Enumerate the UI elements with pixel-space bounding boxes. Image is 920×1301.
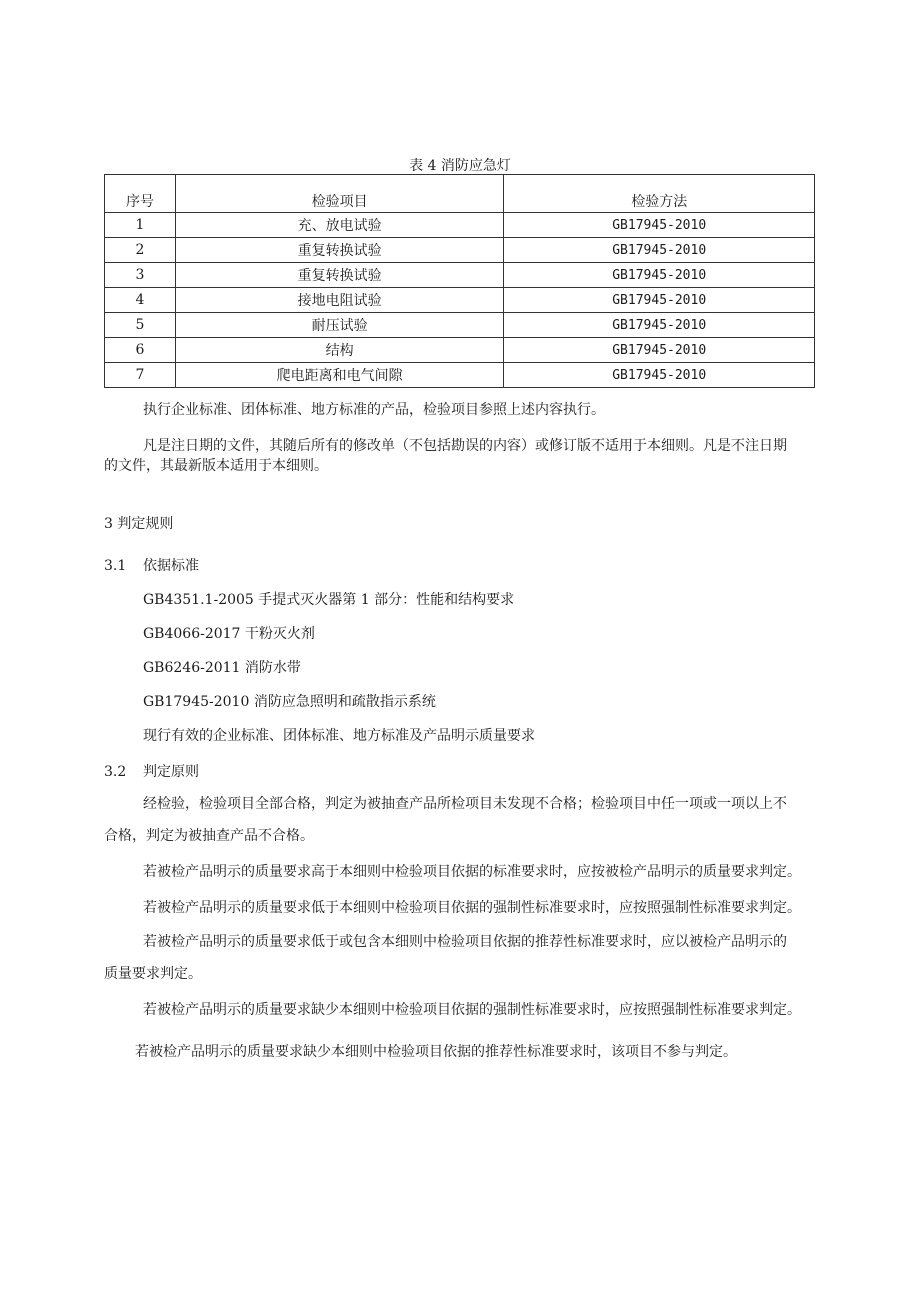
cell-serial: 4 <box>105 288 176 313</box>
standard-item: GB6246-2011 消防水带 <box>143 660 301 676</box>
table-row <box>105 338 815 363</box>
section-3-title: 3 判定规则 <box>104 516 174 532</box>
section-3-1-title: 依据标准 <box>143 558 199 574</box>
table-row <box>105 288 815 313</box>
standard-item: GB17945-2010 消防应急照明和疏散指示系统 <box>143 694 436 710</box>
table-caption: 表 4 消防应急灯 <box>409 158 511 174</box>
principle-paragraph-6: 若被检产品明示的质量要求缺少本细则中检验项目依据的推荐性标准要求时，该项目不参与判定。 <box>135 1044 737 1060</box>
note-paragraph-2-line-1: 凡是注日期的文件，其随后所有的修改单（不包括勘误的内容）或修订版不适用于本细则。凡是不注日期 <box>143 438 787 454</box>
cell-serial: 7 <box>105 363 176 388</box>
cell-item: 重复转换试验 <box>175 263 504 288</box>
cell-method: GB17945-2010 <box>504 238 815 263</box>
cell-method: GB17945-2010 <box>504 213 815 238</box>
cell-item: 结构 <box>175 338 504 363</box>
table-row <box>105 213 815 238</box>
table-row <box>105 363 815 388</box>
standard-item: GB4351.1-2005 手提式灭火器第 1 部分：性能和结构要求 <box>143 592 515 608</box>
section-3-1-number: 3.1 <box>104 558 127 574</box>
principle-paragraph-2: 若被检产品明示的质量要求高于本细则中检验项目依据的标准要求时，应按被检产品明示的质量要求判定。 <box>143 864 801 880</box>
principle-paragraph-1-line-2: 合格，判定为被抽查产品不合格。 <box>104 828 314 844</box>
principle-paragraph-4-line-1: 若被检产品明示的质量要求低于或包含本细则中检验项目依据的推荐性标准要求时，应以被检产品明示的 <box>143 934 787 950</box>
table-header-row <box>105 175 815 213</box>
cell-serial: 2 <box>105 238 176 263</box>
principle-paragraph-1-line-1: 经检验，检验项目全部合格，判定为被抽查产品所检项目未发现不合格；检验项目中任一项或一项以上不 <box>143 796 787 812</box>
cell-item: 重复转换试验 <box>175 238 504 263</box>
cell-item: 爬电距离和电气间隙 <box>175 363 504 388</box>
table-row <box>105 238 815 263</box>
note-paragraph-2-line-2: 的文件，其最新版本适用于本细则。 <box>104 458 328 474</box>
principle-paragraph-4-line-2: 质量要求判定。 <box>104 966 202 982</box>
principle-paragraph-3: 若被检产品明示的质量要求低于本细则中检验项目依据的强制性标准要求时，应按照强制性标准要求判定。 <box>143 900 801 916</box>
standard-item: GB4066-2017 干粉灭火剂 <box>143 626 315 642</box>
table-row <box>105 263 815 288</box>
table-row <box>105 313 815 338</box>
inspection-table <box>104 174 815 388</box>
cell-method: GB17945-2010 <box>504 338 815 363</box>
cell-method: GB17945-2010 <box>504 288 815 313</box>
cell-serial: 3 <box>105 263 176 288</box>
cell-item: 接地电阻试验 <box>175 288 504 313</box>
cell-item: 耐压试验 <box>175 313 504 338</box>
cell-method: GB17945-2010 <box>504 263 815 288</box>
cell-serial: 1 <box>105 213 176 238</box>
header-item: 检验项目 <box>175 175 504 213</box>
cell-item: 充、放电试验 <box>175 213 504 238</box>
header-method: 检验方法 <box>504 175 815 213</box>
cell-method: GB17945-2010 <box>504 313 815 338</box>
header-serial: 序号 <box>105 175 176 213</box>
note-paragraph-1: 执行企业标准、团体标准、地方标准的产品，检验项目参照上述内容执行。 <box>143 402 605 418</box>
section-3-2-number: 3.2 <box>104 764 127 780</box>
cell-serial: 5 <box>105 313 176 338</box>
cell-serial: 6 <box>105 338 176 363</box>
cell-method: GB17945-2010 <box>504 363 815 388</box>
principle-paragraph-5: 若被检产品明示的质量要求缺少本细则中检验项目依据的强制性标准要求时，应按照强制性标准要求判定。 <box>143 1002 801 1018</box>
standard-item: 现行有效的企业标准、团体标准、地方标准及产品明示质量要求 <box>143 728 535 744</box>
section-3-2-title: 判定原则 <box>143 764 199 780</box>
